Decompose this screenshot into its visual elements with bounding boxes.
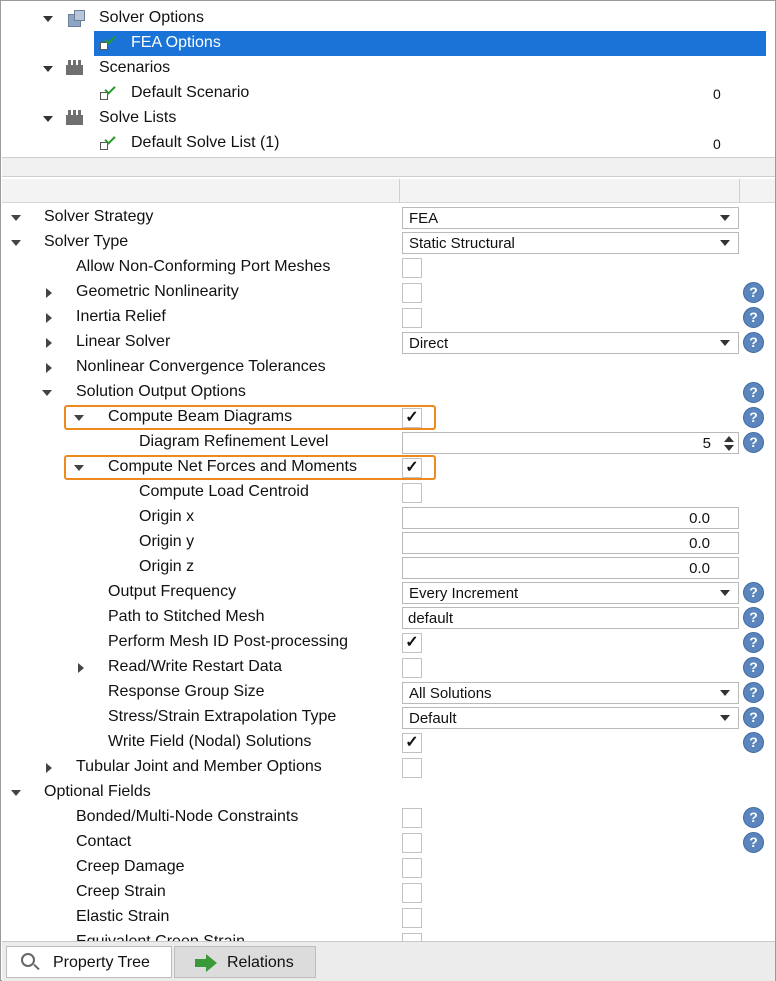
input-value: 0.0 xyxy=(689,560,710,577)
property-row-origin-x[interactable] xyxy=(2,505,775,530)
tree-item-scenarios[interactable] xyxy=(2,56,775,81)
property-row-write-field-solutions[interactable] xyxy=(2,730,775,755)
column-divider[interactable] xyxy=(739,179,740,203)
annotation-highlight-net-forces xyxy=(64,455,436,480)
expand-arrow-icon[interactable] xyxy=(44,338,54,348)
property-label: Allow Non-Conforming Port Meshes xyxy=(76,258,331,275)
input-value: 0.0 xyxy=(689,510,710,527)
help-icon[interactable]: ? xyxy=(743,732,764,753)
collapse-arrow-icon[interactable] xyxy=(11,788,21,798)
write-field-solutions-checkbox[interactable]: ✓ xyxy=(402,733,422,753)
solver-options-icon xyxy=(66,9,86,27)
property-label: Linear Solver xyxy=(76,333,171,350)
compute-net-forces-checkbox[interactable]: ✓ xyxy=(402,458,422,478)
property-row-diagram-refinement-level[interactable] xyxy=(2,430,775,455)
property-row-mesh-id-postprocessing[interactable] xyxy=(2,630,775,655)
property-row-origin-z[interactable] xyxy=(2,555,775,580)
expand-arrow-icon[interactable] xyxy=(43,14,53,24)
solve-list-icon xyxy=(99,134,119,152)
property-label: Optional Fields xyxy=(44,783,151,800)
folder-icon xyxy=(65,59,85,77)
bonded-constraints-checkbox[interactable] xyxy=(402,808,422,828)
property-row-tubular-joint[interactable] xyxy=(2,755,775,780)
property-label: Output Frequency xyxy=(108,583,237,600)
tab-property-tree[interactable] xyxy=(6,946,172,978)
help-icon[interactable]: ? xyxy=(743,607,764,628)
tab-label: Relations xyxy=(227,954,294,971)
property-row-path-to-stitched-mesh[interactable] xyxy=(2,605,775,630)
tree-item-solver-options[interactable] xyxy=(2,6,775,31)
property-label: Compute Load Centroid xyxy=(139,483,309,500)
property-label: Compute Beam Diagrams xyxy=(108,408,293,425)
property-label: Bonded/Multi-Node Constraints xyxy=(76,808,299,825)
tab-relations[interactable] xyxy=(174,946,316,978)
property-label: Nonlinear Convergence Tolerances xyxy=(76,358,326,375)
output-frequency-select[interactable] xyxy=(402,582,739,604)
dropdown-caret-icon[interactable] xyxy=(720,715,730,721)
property-label: Perform Mesh ID Post-processing xyxy=(108,633,349,650)
diagram-refinement-level-spinbox[interactable] xyxy=(402,432,739,454)
expand-arrow-icon[interactable] xyxy=(43,114,53,124)
help-icon[interactable]: ? xyxy=(743,832,764,853)
property-label: Solution Output Options xyxy=(76,383,246,400)
help-icon[interactable]: ? xyxy=(743,307,764,328)
property-row-geometric-nonlinearity[interactable] xyxy=(2,280,775,305)
property-label: Path to Stitched Mesh xyxy=(108,608,265,625)
property-row-extrapolation-type[interactable] xyxy=(2,705,775,730)
solver-type-select[interactable] xyxy=(402,232,739,254)
solver-strategy-select[interactable] xyxy=(402,207,739,229)
annotation-highlight-beam-diagrams xyxy=(64,405,436,430)
property-row-bonded-constraints[interactable] xyxy=(2,805,775,830)
fea-options-icon xyxy=(99,34,119,52)
inertia-relief-checkbox[interactable] xyxy=(402,308,422,328)
property-row-optional-fields[interactable] xyxy=(2,780,775,805)
geometric-nonlinearity-checkbox[interactable] xyxy=(402,283,422,303)
select-value: Direct xyxy=(409,335,449,352)
help-icon[interactable]: ? xyxy=(743,582,764,603)
property-label: Origin z xyxy=(139,558,195,575)
property-label: Geometric Nonlinearity xyxy=(76,283,239,300)
creep-strain-checkbox[interactable] xyxy=(402,883,422,903)
dropdown-caret-icon[interactable] xyxy=(720,690,730,696)
tree-item-default-solve-list[interactable] xyxy=(2,131,775,156)
tree-item-count: 0 xyxy=(713,86,721,102)
property-label: Tubular Joint and Member Options xyxy=(76,758,322,775)
property-label: Creep Strain xyxy=(76,883,166,900)
property-row-creep-strain[interactable] xyxy=(2,880,775,905)
property-label: Stress/Strain Extrapolation Type xyxy=(108,708,337,725)
select-value: FEA xyxy=(409,210,439,227)
help-icon[interactable]: ? xyxy=(743,807,764,828)
expand-arrow-icon[interactable] xyxy=(76,663,86,673)
property-label: Compute Net Forces and Moments xyxy=(108,458,357,475)
origin-z-input[interactable] xyxy=(402,557,739,579)
creep-damage-checkbox[interactable] xyxy=(402,858,422,878)
property-row-inertia-relief[interactable] xyxy=(2,305,775,330)
property-row-origin-y[interactable] xyxy=(2,530,775,555)
response-group-size-select[interactable] xyxy=(402,682,739,704)
arrow-right-icon xyxy=(195,954,217,972)
expand-arrow-icon[interactable] xyxy=(44,288,54,298)
linear-solver-select[interactable] xyxy=(402,332,739,354)
bottom-tab-bar xyxy=(2,941,775,981)
tree-item-label: Solve Lists xyxy=(99,109,177,126)
property-row-nonlinear-tolerances[interactable] xyxy=(2,355,775,380)
tab-label: Property Tree xyxy=(53,954,150,971)
dropdown-caret-icon[interactable] xyxy=(720,590,730,596)
help-icon[interactable]: ? xyxy=(743,657,764,678)
tree-item-default-scenario[interactable] xyxy=(2,81,775,106)
property-label: Response Group Size xyxy=(108,683,265,700)
input-value: 0.0 xyxy=(689,535,710,552)
panel-splitter[interactable] xyxy=(2,157,775,177)
tree-item-label: Default Scenario xyxy=(131,84,250,101)
path-to-stitched-mesh-input[interactable] xyxy=(402,607,739,629)
property-row-solver-strategy[interactable] xyxy=(2,205,775,230)
origin-y-input[interactable] xyxy=(402,532,739,554)
help-icon[interactable]: ? xyxy=(743,707,764,728)
select-value: Every Increment xyxy=(409,585,519,602)
tree-item-label: Scenarios xyxy=(99,59,171,76)
property-row-response-group-size[interactable] xyxy=(2,680,775,705)
property-label: Diagram Refinement Level xyxy=(139,433,329,450)
property-label: Origin y xyxy=(139,533,195,550)
collapse-arrow-icon[interactable] xyxy=(11,238,21,248)
help-icon[interactable]: ? xyxy=(743,432,764,453)
tree-item-count: 0 xyxy=(713,136,721,152)
tree-item-fea-options[interactable] xyxy=(2,31,775,56)
mesh-id-postprocessing-checkbox[interactable]: ✓ xyxy=(402,633,422,653)
column-divider[interactable] xyxy=(399,179,400,203)
help-icon[interactable]: ? xyxy=(743,682,764,703)
help-icon[interactable]: ? xyxy=(743,332,764,353)
property-row-output-frequency[interactable] xyxy=(2,580,775,605)
property-row-allow-nonconforming[interactable] xyxy=(2,255,775,280)
select-value: All Solutions xyxy=(409,685,492,702)
property-column-header xyxy=(2,179,775,203)
property-label: Inertia Relief xyxy=(76,308,166,325)
help-icon[interactable]: ? xyxy=(743,632,764,653)
collapse-arrow-icon[interactable] xyxy=(11,213,21,223)
restart-data-checkbox[interactable] xyxy=(402,658,422,678)
property-row-contact[interactable] xyxy=(2,830,775,855)
increment-arrow-icon[interactable] xyxy=(724,436,734,442)
property-row-compute-load-centroid[interactable] xyxy=(2,480,775,505)
dropdown-caret-icon[interactable] xyxy=(720,240,730,246)
property-row-solution-output-options[interactable] xyxy=(2,380,775,405)
magnifier-icon xyxy=(21,953,35,967)
expand-arrow-icon[interactable] xyxy=(44,363,54,373)
expand-arrow-icon[interactable] xyxy=(44,763,54,773)
folder-icon xyxy=(65,109,85,127)
property-row-elastic-strain[interactable] xyxy=(2,905,775,930)
select-value: Static Structural xyxy=(409,235,515,252)
expand-arrow-icon[interactable] xyxy=(43,64,53,74)
tree-item-label: Solver Options xyxy=(99,9,204,26)
help-icon[interactable]: ? xyxy=(743,407,764,428)
collapse-arrow-icon[interactable] xyxy=(42,388,52,398)
tubular-joint-checkbox[interactable] xyxy=(402,758,422,778)
tree-item-label: FEA Options xyxy=(131,34,221,51)
dropdown-caret-icon[interactable] xyxy=(720,215,730,221)
property-grid xyxy=(2,205,775,941)
elastic-strain-checkbox[interactable] xyxy=(402,908,422,928)
input-value: default xyxy=(408,610,454,627)
property-row-restart-data[interactable] xyxy=(2,655,775,680)
decrement-arrow-icon[interactable] xyxy=(724,445,734,451)
property-label: Solver Type xyxy=(44,233,129,250)
dropdown-caret-icon[interactable] xyxy=(720,340,730,346)
scenario-icon xyxy=(99,84,119,102)
compute-beam-diagrams-checkbox[interactable]: ✓ xyxy=(402,408,422,428)
allow-nonconforming-checkbox[interactable] xyxy=(402,258,422,278)
property-label: Elastic Strain xyxy=(76,908,170,925)
tree-item-label: Default Solve List (1) xyxy=(131,134,280,151)
compute-load-centroid-checkbox[interactable] xyxy=(402,483,422,503)
property-label: Read/Write Restart Data xyxy=(108,658,282,675)
property-row-solver-type[interactable] xyxy=(2,230,775,255)
spinbox-value: 5 xyxy=(702,435,711,452)
property-label: Creep Damage xyxy=(76,858,185,875)
property-row-linear-solver[interactable] xyxy=(2,330,775,355)
contact-checkbox[interactable] xyxy=(402,833,422,853)
extrapolation-type-select[interactable] xyxy=(402,707,739,729)
tree-item-solve-lists[interactable] xyxy=(2,106,775,131)
model-tree xyxy=(2,1,775,157)
property-label: Solver Strategy xyxy=(44,208,154,225)
property-label: Contact xyxy=(76,833,132,850)
origin-x-input[interactable] xyxy=(402,507,739,529)
help-icon[interactable]: ? xyxy=(743,382,764,403)
expand-arrow-icon[interactable] xyxy=(44,313,54,323)
property-label: Origin x xyxy=(139,508,195,525)
property-row-creep-damage[interactable] xyxy=(2,855,775,880)
select-value: Default xyxy=(409,710,457,727)
help-icon[interactable]: ? xyxy=(743,282,764,303)
property-label: Write Field (Nodal) Solutions xyxy=(108,733,312,750)
